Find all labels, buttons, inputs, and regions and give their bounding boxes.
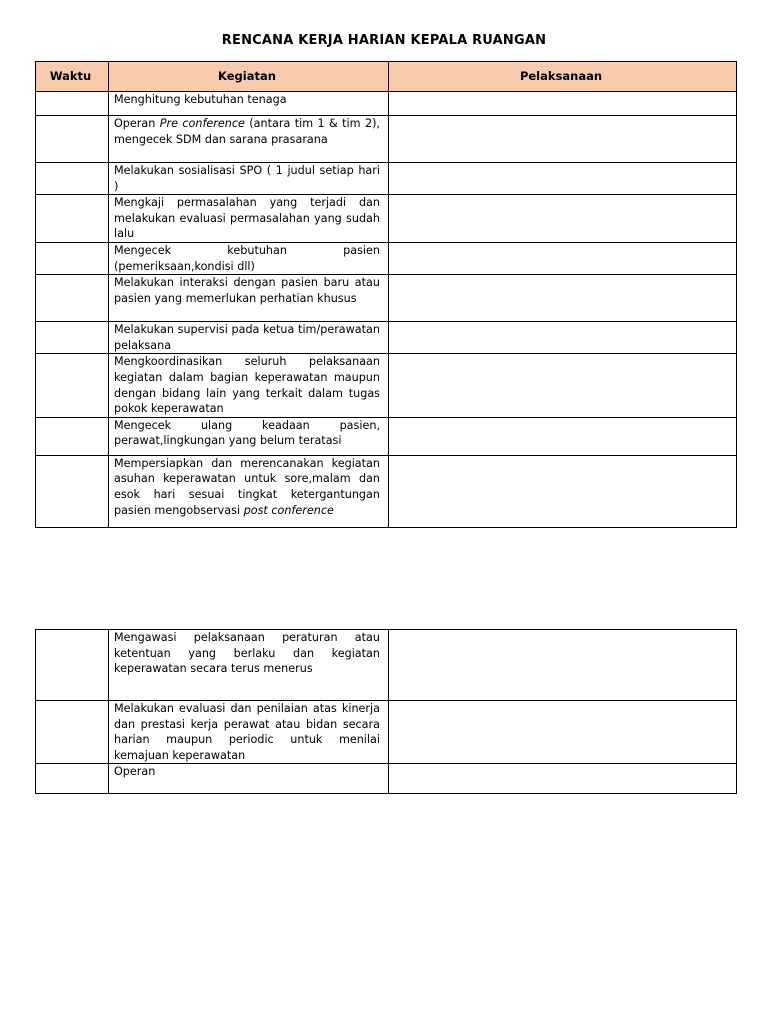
kegiatan-cell — [109, 322, 389, 354]
waktu-cell — [36, 630, 109, 701]
table-row — [36, 322, 737, 354]
kegiatan-text: (antara tim 1 & tim 2), mengecek SDM dan sarana prasarana — [114, 117, 380, 146]
header-waktu: Waktu — [36, 62, 109, 92]
waktu-cell — [36, 275, 109, 322]
waktu-cell — [36, 322, 109, 354]
kegiatan-cell — [109, 417, 389, 455]
waktu-cell — [36, 195, 109, 243]
kegiatan-text: Operan — [114, 765, 156, 779]
kegiatan-text: Mengkaji permasalahan yang terjadi dan melakukan evaluasi permasalahan yang sudah lalu — [114, 196, 380, 241]
table-row — [36, 275, 737, 322]
pelaksanaan-cell — [389, 764, 737, 794]
kegiatan-text: Mengecek ulang keadaan pasien, perawat,lingkungan yang belum teratasi — [114, 418, 380, 448]
pelaksanaan-cell — [389, 163, 737, 195]
kegiatan-text: Melakukan interaksi dengan pasien baru atau pasien yang memerlukan perhatian khusus — [114, 276, 380, 305]
kegiatan-cell — [109, 764, 389, 794]
kegiatan-cell — [109, 354, 389, 417]
waktu-cell — [36, 354, 109, 417]
table-row — [36, 417, 737, 455]
waktu-cell — [36, 701, 109, 764]
pelaksanaan-cell — [389, 322, 737, 354]
table-row — [36, 630, 737, 701]
kegiatan-text: Mengecek kebutuhan pasien (pemeriksaan,kondisi dll) — [114, 243, 380, 273]
header-kegiatan: Kegiatan — [109, 62, 389, 92]
kegiatan-cell — [109, 275, 389, 322]
table-row — [36, 242, 737, 274]
pelaksanaan-cell — [389, 354, 737, 417]
waktu-cell — [36, 764, 109, 794]
work-plan-table-continued — [35, 629, 737, 794]
pelaksanaan-cell — [389, 630, 737, 701]
work-plan-table — [35, 61, 737, 528]
waktu-cell — [36, 163, 109, 195]
kegiatan-text: Mengkoordinasikan seluruh pelaksanaan kegiatan dalam bagian keperawatan maupun dengan bidang lain yang terkait dalam tugas pokok keperawatan — [114, 355, 380, 416]
kegiatan-cell — [109, 116, 389, 163]
table-row — [36, 701, 737, 764]
pelaksanaan-cell — [389, 455, 737, 527]
pelaksanaan-cell — [389, 275, 737, 322]
table-row — [36, 92, 737, 116]
kegiatan-text: Mempersiapkan dan merencanakan kegiatan asuhan keperawatan untuk sore,malam dan esok hari sesuai tingkat ketergantungan pasien mengobservasi — [114, 456, 380, 517]
kegiatan-cell — [109, 242, 389, 274]
pelaksanaan-cell — [389, 242, 737, 274]
table-row — [36, 195, 737, 243]
waktu-cell — [36, 116, 109, 163]
kegiatan-text: Pre conference — [159, 117, 245, 130]
kegiatan-text: Melakukan evaluasi dan penilaian atas kinerja dan prestasi kerja perawat atau bidan secara harian maupun periodic untuk menilai kemajuan keperawatan — [114, 702, 380, 762]
pelaksanaan-cell — [389, 195, 737, 243]
table-row — [36, 116, 737, 163]
kegiatan-text: Melakukan sosialisasi SPO ( 1 judul setiap hari ) — [114, 164, 380, 193]
waktu-cell — [36, 242, 109, 274]
kegiatan-text: Melakukan supervisi pada ketua tim/perawatan pelaksana — [114, 323, 380, 352]
pelaksanaan-cell — [389, 701, 737, 764]
kegiatan-text: Mengawasi pelaksanaan peraturan atau ketentuan yang berlaku dan kegiatan keperawatan secara terus menerus — [114, 631, 380, 676]
kegiatan-text: Operan — [114, 117, 160, 130]
waktu-cell — [36, 455, 109, 527]
pelaksanaan-cell — [389, 417, 737, 455]
kegiatan-cell — [109, 701, 389, 764]
kegiatan-cell — [109, 630, 389, 701]
table-row — [36, 455, 737, 527]
kegiatan-cell — [109, 163, 389, 195]
pelaksanaan-cell — [389, 92, 737, 116]
kegiatan-cell — [109, 455, 389, 527]
table-row — [36, 163, 737, 195]
document-title: RENCANA KERJA HARIAN KEPALA RUANGAN — [221, 33, 547, 48]
table-row — [36, 764, 737, 794]
kegiatan-text: post conference — [243, 503, 334, 517]
kegiatan-cell — [109, 92, 389, 116]
waktu-cell — [36, 92, 109, 116]
pelaksanaan-cell — [389, 116, 737, 163]
waktu-cell — [36, 417, 109, 455]
kegiatan-cell — [109, 195, 389, 243]
header-pelaksanaan: Pelaksanaan — [389, 62, 737, 92]
kegiatan-text: Menghitung kebutuhan tenaga — [114, 93, 287, 106]
header-row — [36, 62, 737, 92]
table-row — [36, 354, 737, 417]
